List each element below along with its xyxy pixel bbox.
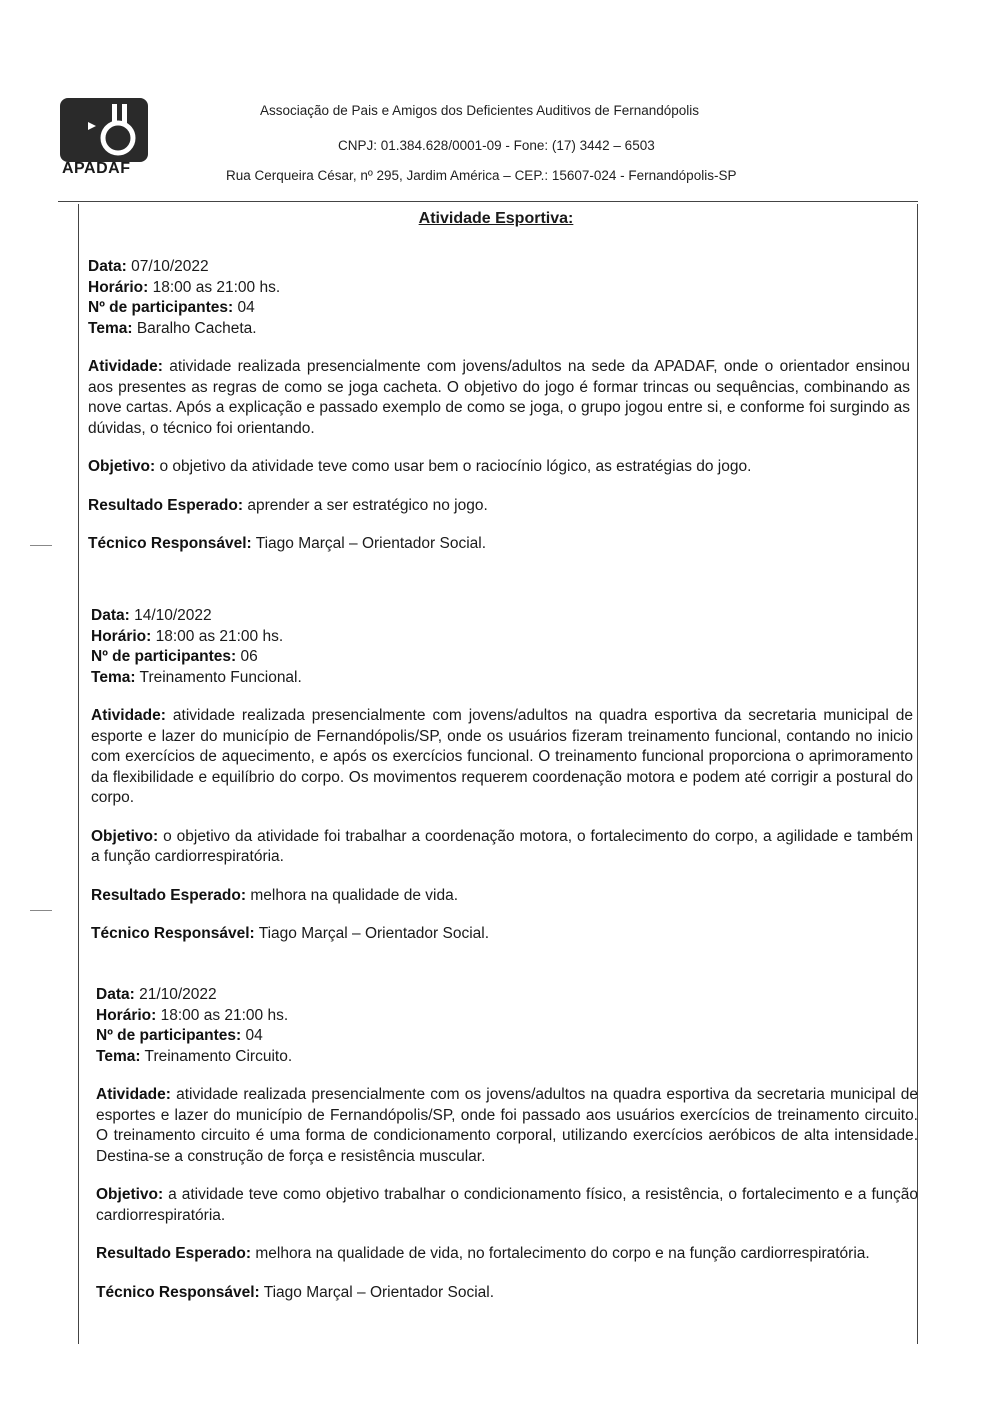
date-line: [96, 985, 918, 1006]
technician-text: Tiago Marçal – Orientador Social.: [255, 535, 487, 552]
activity-label: Atividade:: [91, 707, 166, 724]
entry-meta: [91, 606, 913, 688]
time-value: 18:00 as 21:00 hs.: [152, 278, 281, 296]
participants-label: Nº de participantes:: [88, 299, 234, 316]
date-line: [91, 606, 913, 627]
activity-paragraph: [88, 357, 910, 439]
theme-value: Baralho Cacheta.: [136, 319, 257, 337]
document-title: Atividade Esportiva:: [418, 210, 574, 227]
theme-label: Tema:: [88, 319, 133, 337]
participants-line: [96, 1026, 918, 1047]
technician-paragraph: [91, 924, 913, 945]
result-paragraph: [96, 1244, 918, 1265]
participants-label: Nº de participantes:: [96, 1027, 242, 1044]
time-label: Horário:: [96, 1006, 157, 1024]
activity-paragraph: [91, 706, 913, 809]
objective-label: Objetivo:: [91, 827, 159, 845]
ear-icon: [60, 98, 148, 162]
date-value: 07/10/2022: [131, 258, 209, 275]
result-label: Resultado Esperado:: [91, 886, 247, 904]
activity-text: atividade realizada presencialmente com jovens/adultos na sede da APADAF, onde o orientador ensinou aos presentes as regras de como se joga cacheta. O objetivo do jogo é formar trincas ou sequências, combinando as nove cartas. Após a explicação e passado exemplo de como se joga, o grupo jogou entre si, e conforme foi surgindo as dúvidas, o técnico foi orientando.: [88, 358, 910, 437]
result-text: melhora na qualidade de vida, no fortalecimento do corpo e na função cardiorrespiratória.: [255, 1245, 870, 1262]
participants-value: 04: [237, 299, 255, 316]
activity-text: atividade realizada presencialmente com os jovens/adultos na quadra esportiva da secretaria municipal de esportes e lazer do município de Fernandópolis/SP, onde foi passado aos usuários exercícios de treinamento circuito. O treinamento circuito é uma forma de condicionamento corporal, utilizando exercícios aeróbicos de alta intensidade. Destina-se a construção de força e resistência muscular.: [96, 1086, 918, 1165]
entry-meta: [88, 257, 910, 339]
cnpj-phone: CNPJ: 01.384.628/0001-09 - Fone: (17) 3442 – 6503: [338, 138, 655, 153]
technician-label: Técnico Responsável:: [96, 1283, 260, 1301]
time-value: 18:00 as 21:00 hs.: [155, 627, 284, 645]
technician-label: Técnico Responsável:: [91, 925, 255, 942]
theme-label: Tema:: [96, 1047, 141, 1065]
result-paragraph: [91, 886, 913, 907]
time-label: Horário:: [88, 278, 149, 296]
technician-label: Técnico Responsável:: [88, 535, 252, 552]
letterhead: [0, 0, 992, 205]
time-line: [91, 627, 913, 648]
result-label: Resultado Esperado:: [96, 1245, 252, 1262]
theme-line: [91, 668, 913, 689]
activity-label: Atividade:: [88, 358, 163, 375]
result-text: melhora na qualidade de vida.: [250, 886, 459, 904]
theme-line: [96, 1047, 918, 1068]
activity-entry: [96, 985, 918, 1321]
address: Rua Cerqueira César, nº 295, Jardim América – CEP.: 15607-024 - Fernandópolis-SP: [226, 168, 737, 183]
objective-label: Objetivo:: [88, 458, 156, 475]
participants-value: 06: [240, 648, 258, 665]
date-label: Data:: [88, 258, 127, 275]
apadaf-logo: [60, 98, 150, 180]
activity-paragraph: [96, 1085, 918, 1167]
result-label: Resultado Esperado:: [88, 496, 244, 514]
date-label: Data:: [96, 986, 135, 1003]
participants-line: [91, 647, 913, 668]
result-text: aprender a ser estratégico no jogo.: [247, 496, 488, 514]
punch-mark: [30, 545, 52, 546]
participants-line: [88, 298, 910, 319]
time-line: [88, 278, 910, 299]
activity-entry: [88, 257, 910, 573]
theme-label: Tema:: [91, 668, 136, 686]
objective-text: o objetivo da atividade teve como usar bem o raciocínio lógico, as estratégias do jogo.: [159, 458, 752, 475]
activity-label: Atividade:: [96, 1086, 171, 1103]
activity-text: atividade realizada presencialmente com jovens/adultos na quadra esportiva da secretaria municipal de esporte e lazer do município de Fernandópolis/SP, onde os usuários fizeram treinamento funcional, contando no inicio com exercícios de aquecimento, e após os exercícios funcional. O treinamento funcional proporciona o aprimoramento da flexibilidade e equilíbrio do corpo. Os movimentos requerem coordenação motora e podem até corrigir a postural do corpo.: [91, 707, 913, 806]
technician-paragraph: [96, 1283, 918, 1304]
organization-name: Associação de Pais e Amigos dos Deficientes Auditivos de Fernandópolis: [260, 103, 700, 118]
activity-entry: [91, 606, 913, 963]
header-divider: [58, 201, 918, 202]
objective-paragraph: [91, 827, 913, 868]
objective-paragraph: [96, 1185, 918, 1226]
objective-text: o objetivo da atividade foi trabalhar a coordenação motora, o fortalecimento do corpo, a agilidade e também a função cardiorrespiratória.: [91, 827, 913, 865]
technician-text: Tiago Marçal – Orientador Social.: [258, 925, 490, 942]
result-paragraph: [88, 496, 910, 517]
objective-label: Objetivo:: [96, 1186, 164, 1203]
objective-paragraph: [88, 457, 910, 478]
theme-line: [88, 319, 910, 340]
participants-value: 04: [245, 1027, 263, 1044]
theme-value: Treinamento Circuito.: [144, 1047, 293, 1065]
participants-label: Nº de participantes:: [91, 648, 237, 665]
logo-name: APADAF: [62, 160, 131, 177]
technician-paragraph: [88, 534, 910, 555]
date-line: [88, 257, 910, 278]
objective-text: a atividade teve como objetivo trabalhar o condicionamento físico, a resistência, o fortalecimento e a função cardiorrespiratória.: [96, 1186, 918, 1224]
entry-meta: [96, 985, 918, 1067]
theme-value: Treinamento Funcional.: [139, 668, 302, 686]
time-value: 18:00 as 21:00 hs.: [160, 1006, 289, 1024]
date-value: 21/10/2022: [139, 986, 217, 1003]
time-label: Horário:: [91, 627, 152, 645]
punch-mark: [30, 910, 52, 911]
technician-text: Tiago Marçal – Orientador Social.: [263, 1283, 495, 1301]
date-value: 14/10/2022: [134, 607, 212, 624]
date-label: Data:: [91, 607, 130, 624]
time-line: [96, 1006, 918, 1027]
